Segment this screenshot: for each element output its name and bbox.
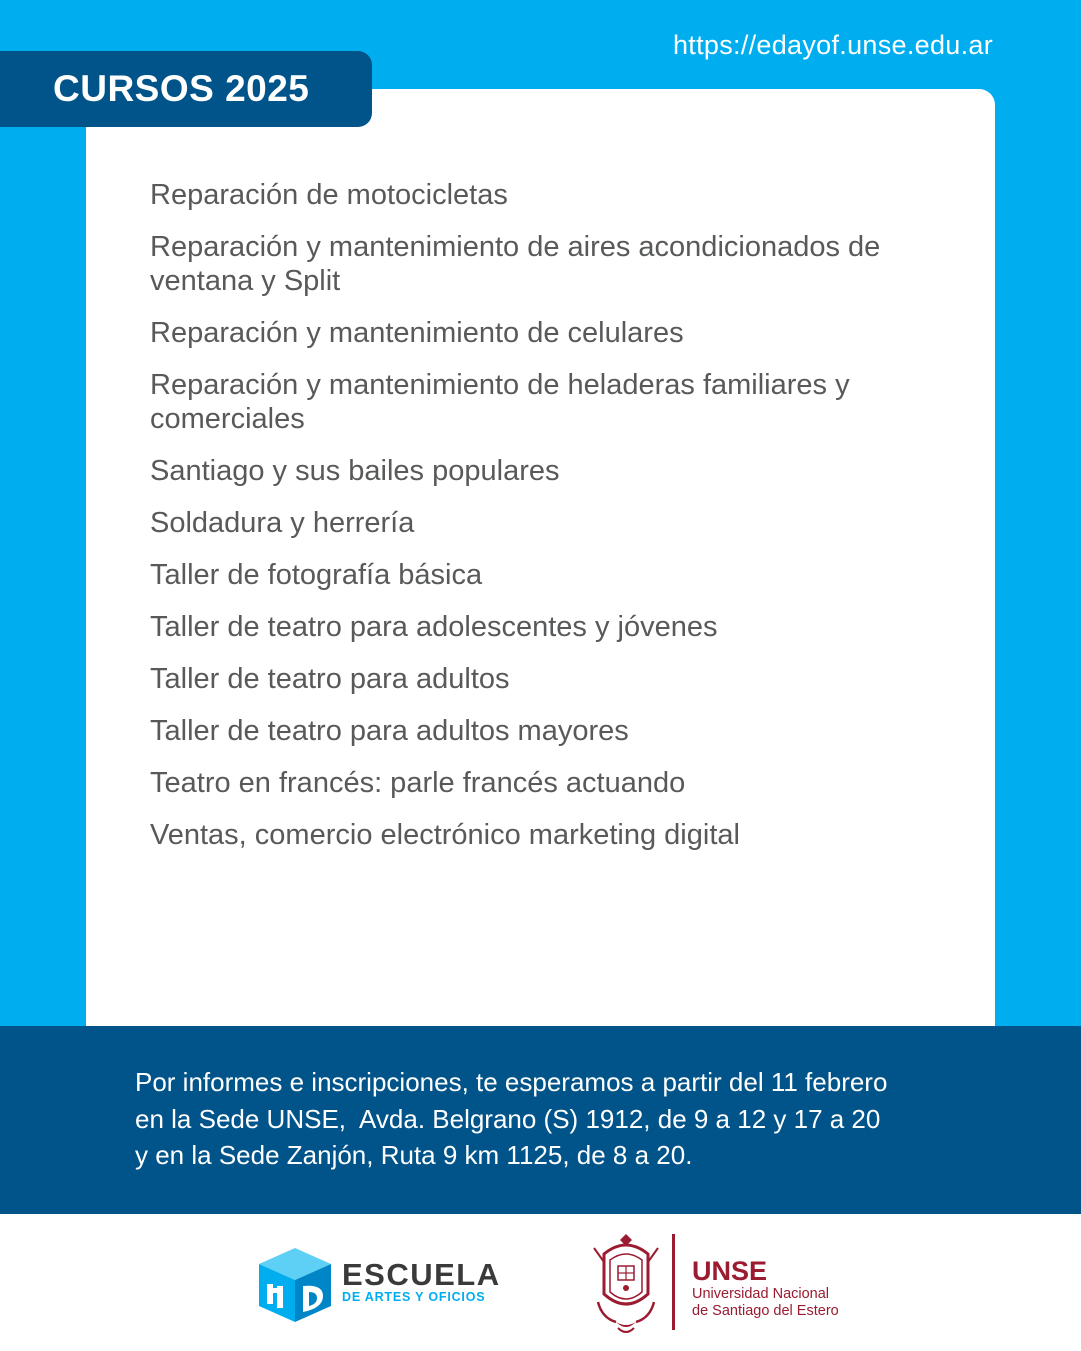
course-item: Santiago y sus bailes populares [150,455,560,487]
logo-divider [672,1234,675,1330]
course-item: Ventas, comercio electrónico marketing digital [150,819,740,851]
eao-wordmark [342,1257,501,1304]
course-item: Reparación y mantenimiento de celulares [150,317,684,349]
unse-name: UNSE [692,1256,768,1286]
course-item: Reparación de motocicletas [150,179,508,211]
info-band [0,1026,1081,1214]
website-url: https://edayof.unse.edu.ar [672,30,993,60]
unse-crest-icon [590,1232,662,1336]
course-item: Reparación y mantenimiento de aires acondicionados de ventana y Split [150,231,881,297]
course-item: Soldadura y herrería [150,507,415,539]
footer-logos [0,1214,1081,1351]
info-line: en la Sede UNSE, Avda. Belgrano (S) 1912, de 9 a 12 y 17 a 20 [135,1103,881,1134]
course-item: Taller de fotografía básica [150,559,483,591]
course-item: Taller de teatro para adolescentes y jóvenes [150,611,718,643]
title-tab [0,51,372,127]
eao-subtitle: DE ARTES Y OFICIOS [342,1290,486,1304]
registration-info [135,1064,887,1174]
unse-line: Universidad Nacional [692,1286,830,1302]
unse-line: de Santiago del Estero [692,1303,839,1319]
course-item: Teatro en francés: parle francés actuando [150,767,686,799]
info-line: y en la Sede Zanjón, Ruta 9 km 1125, de 8 a 20. [135,1140,693,1170]
course-item: Taller de teatro para adultos [150,663,510,695]
info-line: Por informes e inscripciones, te esperamos a partir del 11 febrero [135,1067,888,1097]
eao-title: ESCUELA [342,1257,501,1292]
course-item: Taller de teatro para adultos mayores [150,715,629,747]
eao-cube-logo-icon [255,1244,335,1324]
course-list [150,178,940,870]
page-title: CURSOS 2025 [53,68,310,109]
unse-wordmark [692,1256,839,1320]
course-item: Reparación y mantenimiento de heladeras familiares y comerciales [150,369,850,435]
